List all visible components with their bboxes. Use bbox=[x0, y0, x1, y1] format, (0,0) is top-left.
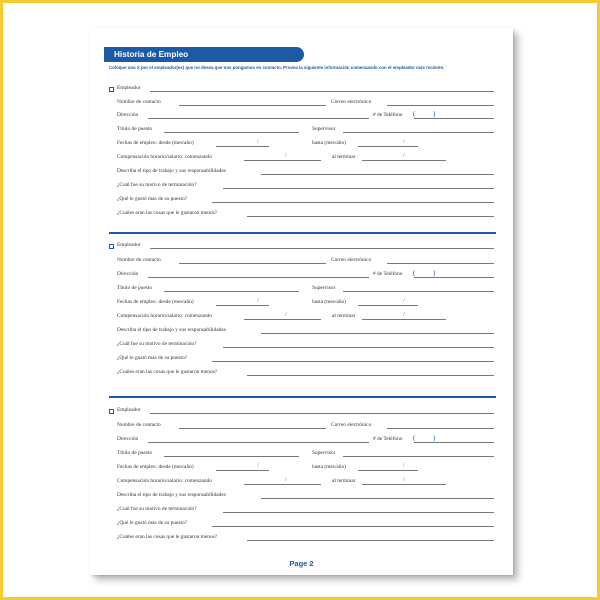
phone-input-2[interactable] bbox=[414, 277, 494, 278]
job-title-label: Título de puesto bbox=[117, 450, 153, 456]
describe-input-1[interactable] bbox=[261, 174, 494, 175]
do-not-contact-checkbox-1[interactable] bbox=[109, 87, 114, 92]
date-slash: / bbox=[257, 298, 259, 304]
date-slash: / bbox=[403, 139, 405, 145]
date-slash: / bbox=[257, 139, 259, 145]
supervisor-label: Supervisor bbox=[312, 126, 336, 132]
rate-slash: / bbox=[285, 477, 287, 483]
instructions-text: Coloque una X por el empleador(es) que no desea que nos pongamos en contacto. Provea la siguiente información comenzando con el empleador más reciente. bbox=[109, 65, 445, 70]
employment-from-input-1[interactable] bbox=[216, 146, 269, 147]
contact-name-label: Nombre de contacto bbox=[117, 422, 161, 428]
address-input-3[interactable] bbox=[148, 442, 369, 443]
compensation-end-input-1[interactable] bbox=[362, 160, 446, 161]
employment-from-label: Fechas de empleo: desde (mes/año) bbox=[117, 299, 194, 305]
contact-name-input-3[interactable] bbox=[179, 428, 326, 429]
employer-input-3[interactable] bbox=[150, 413, 494, 414]
supervisor-input-2[interactable] bbox=[343, 291, 494, 292]
contact-name-label: Nombre de contacto bbox=[117, 99, 161, 105]
reason-label: ¿Cuál fue su motivo de terminación? bbox=[117, 506, 197, 512]
describe-label: Describa el tipo de trabajo y sus responsabilidades bbox=[117, 492, 226, 498]
form-page bbox=[90, 28, 513, 575]
rate-slash: / bbox=[403, 153, 405, 159]
date-slash: / bbox=[257, 463, 259, 469]
liked-label: ¿Qué le gustó más de su puesto? bbox=[117, 520, 188, 526]
reason-label: ¿Cuál fue su motivo de terminación? bbox=[117, 341, 197, 347]
employment-from-input-2[interactable] bbox=[216, 305, 269, 306]
address-input-1[interactable] bbox=[148, 118, 369, 119]
section-header: Historia de Empleo bbox=[104, 47, 304, 62]
employer-label: Empleador bbox=[117, 242, 141, 248]
email-input-3[interactable] bbox=[387, 428, 494, 429]
rate-slash: / bbox=[285, 153, 287, 159]
area-code-close-paren: ) bbox=[433, 110, 436, 118]
ending-label: al terminar bbox=[332, 313, 356, 319]
describe-label: Describa el tipo de trabajo y sus responsabilidades bbox=[117, 327, 226, 333]
employment-to-input-2[interactable] bbox=[358, 305, 418, 306]
disliked-input-3[interactable] bbox=[247, 540, 494, 541]
employer-label: Empleador bbox=[117, 407, 141, 413]
email-input-1[interactable] bbox=[387, 105, 494, 106]
email-input-2[interactable] bbox=[387, 263, 494, 264]
describe-input-3[interactable] bbox=[261, 498, 494, 499]
liked-input-3[interactable] bbox=[212, 526, 494, 527]
compensation-label: Compensación horario/salario: comenzando bbox=[117, 313, 212, 319]
compensation-label: Compensación horario/salario: comenzando bbox=[117, 154, 212, 160]
phone-label: # de Teléfono bbox=[373, 436, 403, 442]
job-title-input-2[interactable] bbox=[164, 291, 299, 292]
reason-input-2[interactable] bbox=[223, 347, 494, 348]
job-title-label: Título de puesto bbox=[117, 126, 153, 132]
phone-label: # de Teléfono bbox=[373, 271, 403, 277]
rate-slash: / bbox=[403, 312, 405, 318]
employment-to-input-3[interactable] bbox=[358, 470, 418, 471]
job-title-label: Título de puesto bbox=[117, 285, 153, 291]
email-label: Correo electrónico bbox=[331, 422, 372, 428]
compensation-end-input-3[interactable] bbox=[362, 484, 446, 485]
address-label: Dirección bbox=[117, 112, 139, 118]
supervisor-label: Supervisor bbox=[312, 285, 336, 291]
employer-section-1 bbox=[90, 28, 513, 216]
area-code-open-paren: ( bbox=[413, 110, 416, 118]
email-label: Correo electrónico bbox=[331, 257, 372, 263]
employment-from-label: Fechas de empleo: desde (mes/año) bbox=[117, 140, 194, 146]
employment-to-label: hasta (mes/año) bbox=[312, 140, 346, 146]
disliked-label: ¿Cuáles eran las cosas que le gustaron menos? bbox=[117, 369, 218, 375]
disliked-label: ¿Cuáles eran las cosas que le gustaron menos? bbox=[117, 210, 218, 216]
compensation-end-input-2[interactable] bbox=[362, 319, 446, 320]
ending-label: al terminar bbox=[332, 478, 356, 484]
ending-label: al terminar bbox=[332, 154, 356, 160]
compensation-start-input-1[interactable] bbox=[244, 160, 321, 161]
employer-input-1[interactable] bbox=[150, 91, 494, 92]
address-label: Dirección bbox=[117, 436, 139, 442]
rate-slash: / bbox=[403, 477, 405, 483]
phone-input-3[interactable] bbox=[414, 442, 494, 443]
employment-to-label: hasta (mes/año) bbox=[312, 299, 346, 305]
date-slash: / bbox=[403, 463, 405, 469]
liked-label: ¿Qué le gustó más de su puesto? bbox=[117, 355, 188, 361]
employer-input-2[interactable] bbox=[150, 248, 494, 249]
describe-input-2[interactable] bbox=[261, 333, 494, 334]
liked-label: ¿Qué le gustó más de su puesto? bbox=[117, 196, 188, 202]
job-title-input-1[interactable] bbox=[164, 132, 299, 133]
supervisor-label: Supervisor bbox=[312, 450, 336, 456]
area-code-close-paren: ) bbox=[433, 269, 436, 277]
employment-from-label: Fechas de empleo: desde (mes/año) bbox=[117, 464, 194, 470]
date-slash: / bbox=[403, 298, 405, 304]
compensation-label: Compensación horario/salario: comenzando bbox=[117, 478, 212, 484]
employer-section-2 bbox=[90, 187, 513, 375]
area-code-open-paren: ( bbox=[413, 269, 416, 277]
job-title-input-3[interactable] bbox=[164, 456, 299, 457]
supervisor-input-3[interactable] bbox=[343, 456, 494, 457]
employer-section-3 bbox=[90, 352, 513, 540]
disliked-label: ¿Cuáles eran las cosas que le gustaron menos? bbox=[117, 534, 218, 540]
rate-slash: / bbox=[285, 312, 287, 318]
contact-name-input-1[interactable] bbox=[179, 105, 326, 106]
contact-name-label: Nombre de contacto bbox=[117, 257, 161, 263]
page-number: Page 2 bbox=[289, 559, 314, 568]
phone-label: # de Teléfono bbox=[373, 112, 403, 118]
address-label: Dirección bbox=[117, 271, 139, 277]
address-input-2[interactable] bbox=[148, 277, 369, 278]
reason-input-3[interactable] bbox=[223, 512, 494, 513]
do-not-contact-checkbox-2[interactable] bbox=[109, 244, 114, 249]
employer-label: Empleador bbox=[117, 85, 141, 91]
employment-to-label: hasta (mes/año) bbox=[312, 464, 346, 470]
supervisor-input-1[interactable] bbox=[343, 132, 494, 133]
email-label: Correo electrónico bbox=[331, 99, 372, 105]
phone-input-1[interactable] bbox=[414, 118, 494, 119]
employment-from-input-3[interactable] bbox=[216, 470, 269, 471]
contact-name-input-2[interactable] bbox=[179, 263, 326, 264]
area-code-open-paren: ( bbox=[413, 434, 416, 442]
compensation-start-input-2[interactable] bbox=[244, 319, 321, 320]
employment-to-input-1[interactable] bbox=[358, 146, 418, 147]
describe-label: Describa el tipo de trabajo y sus responsabilidades bbox=[117, 168, 226, 174]
area-code-close-paren: ) bbox=[433, 434, 436, 442]
compensation-start-input-3[interactable] bbox=[244, 484, 321, 485]
reason-label: ¿Cuál fue su motivo de terminación? bbox=[117, 182, 197, 188]
do-not-contact-checkbox-3[interactable] bbox=[109, 409, 114, 414]
